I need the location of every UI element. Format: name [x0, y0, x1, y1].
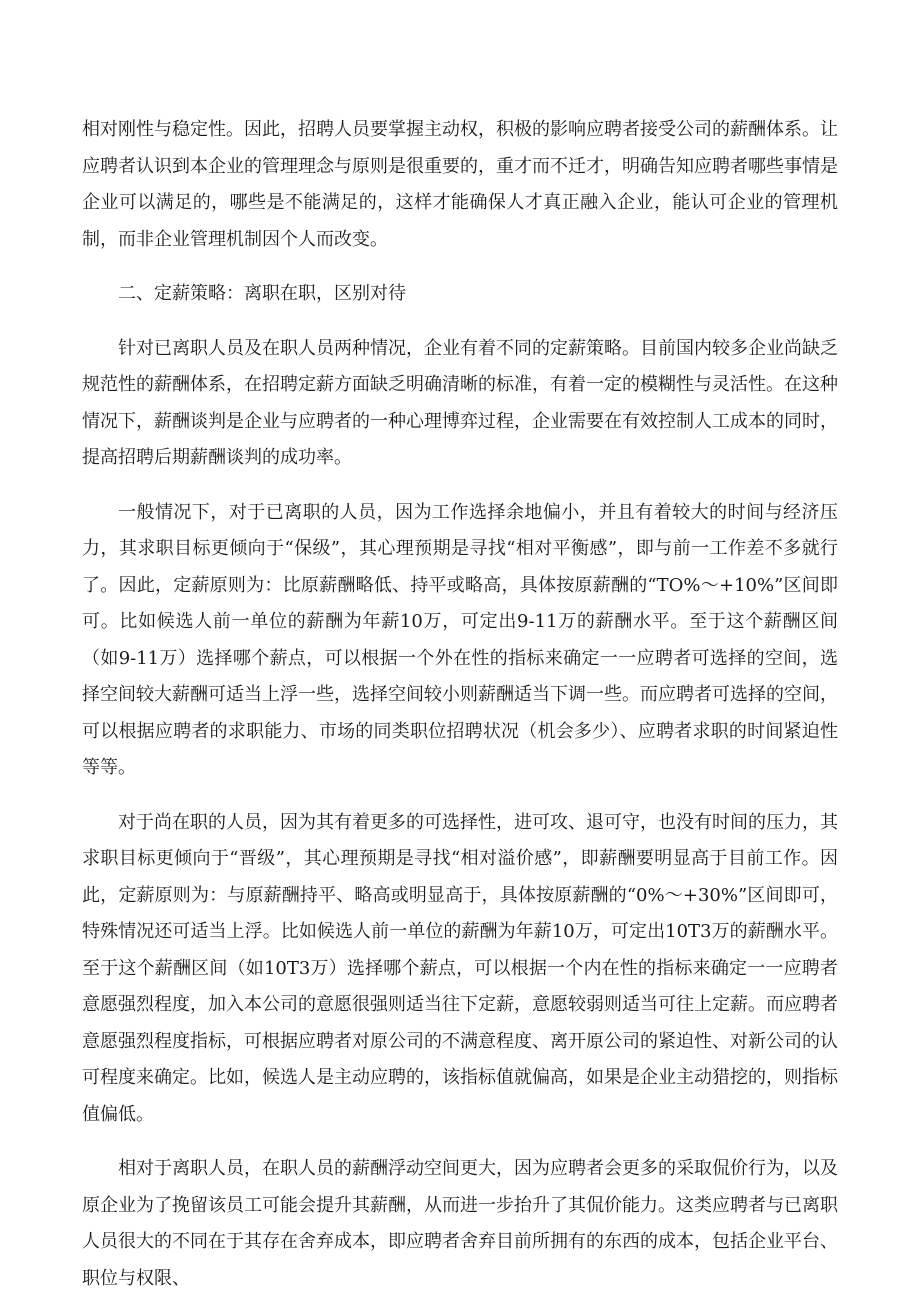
paragraph-intro: 针对已离职人员及在职人员两种情况，企业有着不同的定薪策略。目前国内较多企业尚缺乏规范性的薪酬体系，在招聘定薪方面缺乏明确清晰的标准，有着一定的模糊性与灵活性。在这种情况下，薪酬谈判是企业与应聘者的一种心理博弈过程，企业需要在有效控制人工成本的同时，提高招聘后期薪酬谈判的成功率。 [82, 337, 838, 468]
paragraph-continuation: 相对刚性与稳定性。因此，招聘人员要掌握主动权，积极的影响应聘者接受公司的薪酬体系。让应聘者认识到本企业的管理理念与原则是很重要的，重才而不迁才，明确告知应聘者哪些事情是企业可以满足的，哪些是不能满足的，这样才能确保人才真正融入企业，能认可企业的管理机制，而非企业管理机制因个人而改变。 [82, 119, 838, 250]
section-heading: 二、定薪策略：离职在职，区别对待 [118, 283, 406, 304]
document-body [82, 112, 838, 1315]
paragraph-employed: 对于尚在职的人员，因为其有着更多的可选择性，进可攻、退可守，也没有时间的压力，其求职目标更倾向于“晋级”，其心理预期是寻找“相对溢价感”，即薪酬要明显高于目前工作。因此，定薪原则为：与原薪酬持平、略高或明显高于，具体按原薪酬的“0%～+30%”区间即可，特殊情况还可适当上浮。比如候选人前一单位的薪酬为年薪10万，可定出10T3万的薪酬水平。至于这个薪酬区间（如10T3万）选择哪个薪点，可以根据一个内在性的指标来确定一一应聘者意愿强烈程度，加入本公司的意愿很强则适当往下定薪，意愿较弱则适当可往上定薪。而应聘者意愿强烈程度指标，可根据应聘者对原公司的不满意程度、离开原公司的紧迫性、对新公司的认可程度来确定。比如，候选人是主动应聘的，该指标值就偏高，如果是企业主动猎挖的，则指标值偏低。 [82, 811, 838, 1125]
paragraph-comparison: 相对于离职人员，在职人员的薪酬浮动空间更大，因为应聘者会更多的采取侃价行为，以及原企业为了挽留该员工可能会提升其薪酬，从而进一步抬升了其侃价能力。这类应聘者与已离职人员很大的不同在于其存在舍弃成本，即应聘者舍弃目前所拥有的东西的成本，包括企业平台、职位与权限、 [82, 1158, 838, 1289]
paragraph-resigned: 一般情况下，对于已离职的人员，因为工作选择余地偏小，并且有着较大的时间与经济压力，其求职目标更倾向于“保级”，其心理预期是寻找“相对平衡感”，即与前一工作差不多就行了。因此，定薪原则为：比原薪酬略低、持平或略高，具体按原薪酬的“TO%～+10%”区间即可。比如候选人前一单位的薪酬为年薪10万，可定出9-11万的薪酬水平。至于这个薪酬区间（如9-11万）选择哪个薪点，可以根据一个外在性的指标来确定一一应聘者可选择的空间，选择空间较大薪酬可适当上浮一些，选择空间较小则薪酬适当下调一些。而应聘者可选择的空间，可以根据应聘者的求职能力、市场的同类职位招聘状况（机会多少）、应聘者求职的时间紧迫性等等。 [82, 501, 838, 778]
